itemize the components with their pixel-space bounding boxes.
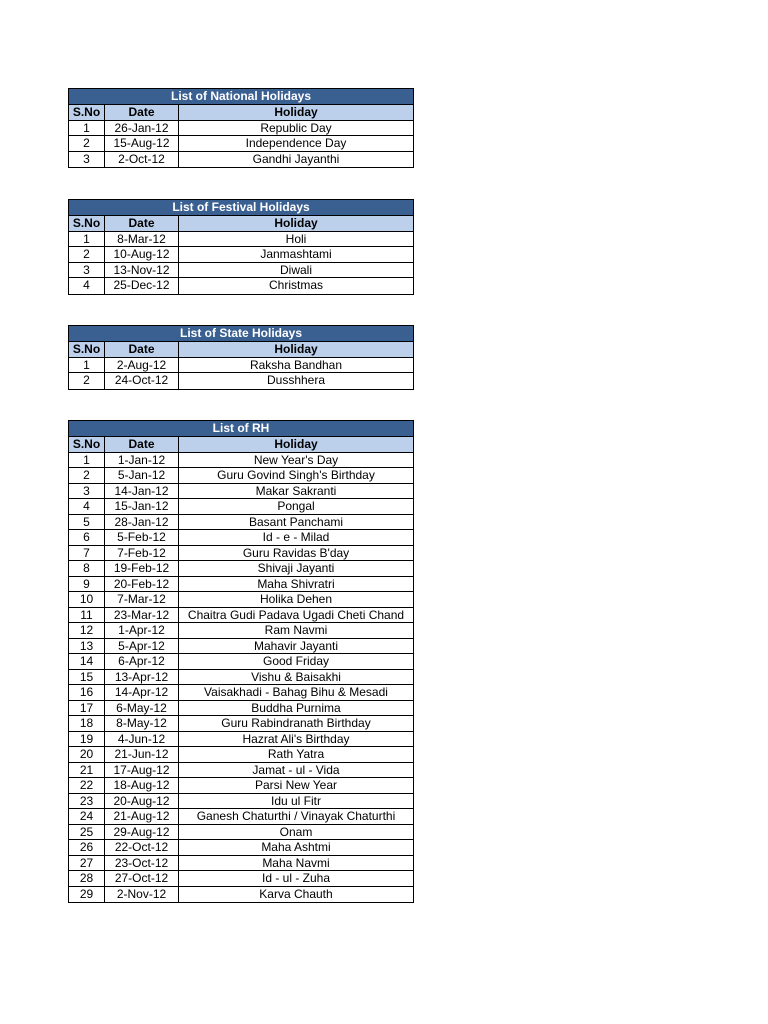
cell-sno: 12 (69, 623, 105, 638)
cell-date: 23-Oct-12 (105, 856, 179, 871)
table-row (69, 871, 413, 887)
table-row (69, 747, 413, 763)
cell-holiday: Shivaji Jayanti (257, 561, 335, 575)
cell-date: 25-Dec-12 (105, 278, 179, 294)
table-row (69, 577, 413, 593)
header-holiday: Holiday (274, 216, 318, 230)
table-row (69, 608, 413, 624)
cell-date: 20-Feb-12 (105, 577, 179, 592)
table-row (69, 530, 413, 546)
table-row (69, 453, 413, 469)
header-sno: S.No (69, 216, 105, 231)
cell-holiday: Hazrat Ali's Birthday (242, 731, 350, 746)
cell-holiday: Parsi New Year (254, 778, 338, 792)
table-row (69, 654, 413, 670)
cell-holiday: Rath Yatra (267, 747, 325, 761)
header-sno: S.No (69, 342, 105, 357)
table-row (69, 232, 413, 248)
table-row (69, 484, 413, 500)
cell-date: 1-Jan-12 (105, 453, 179, 468)
table-row (69, 561, 413, 577)
table-title: List of RH (69, 421, 413, 437)
cell-date: 13-Nov-12 (105, 263, 179, 278)
table-row (69, 685, 413, 701)
rh-holidays-table (68, 420, 414, 903)
table-row (69, 763, 413, 779)
header-date: Date (105, 105, 179, 120)
national-holidays-table (68, 88, 414, 168)
cell-sno: 15 (69, 670, 105, 685)
cell-date: 2-Nov-12 (105, 887, 179, 903)
cell-date: 21-Aug-12 (105, 809, 179, 824)
cell-sno: 16 (69, 685, 105, 700)
cell-sno: 6 (69, 530, 105, 545)
cell-sno: 3 (69, 152, 105, 168)
cell-date: 18-Aug-12 (105, 778, 179, 793)
table-title: List of Festival Holidays (69, 200, 413, 216)
cell-sno: 24 (69, 809, 105, 824)
cell-sno: 28 (69, 871, 105, 886)
table-header-row (69, 105, 413, 121)
cell-sno: 4 (69, 278, 105, 294)
cell-date: 27-Oct-12 (105, 871, 179, 886)
cell-holiday: Vaisakhadi - Bahag Bihu & Mesadi (204, 685, 388, 699)
table-header-row (69, 342, 413, 358)
cell-sno: 1 (69, 358, 105, 373)
header-date: Date (105, 342, 179, 357)
cell-sno: 29 (69, 887, 105, 903)
cell-date: 5-Apr-12 (105, 639, 179, 654)
cell-sno: 2 (69, 468, 105, 483)
cell-holiday: Mahavir Jayanti (253, 638, 339, 653)
cell-holiday: Dusshhera (266, 373, 326, 387)
cell-sno: 8 (69, 561, 105, 576)
cell-holiday: Karva Chauth (259, 886, 333, 901)
table-title: List of State Holidays (69, 326, 413, 342)
cell-holiday: Raksha Bandhan (249, 357, 343, 372)
cell-holiday: Buddha Purnima (251, 700, 341, 715)
cell-holiday: Id - e - Milad (262, 530, 330, 544)
cell-sno: 20 (69, 747, 105, 762)
cell-date: 13-Apr-12 (105, 670, 179, 685)
cell-holiday: Christmas (268, 278, 323, 292)
cell-date: 8-May-12 (105, 716, 179, 731)
cell-holiday: Jamat - ul - Vida (252, 762, 340, 777)
cell-date: 10-Aug-12 (105, 247, 179, 262)
cell-holiday: Republic Day (260, 120, 332, 135)
cell-sno: 21 (69, 763, 105, 778)
cell-holiday: Makar Sakranti (255, 483, 337, 498)
cell-sno: 26 (69, 840, 105, 855)
cell-sno: 18 (69, 716, 105, 731)
cell-sno: 23 (69, 794, 105, 809)
table-row (69, 546, 413, 562)
table-row (69, 592, 413, 608)
table-row (69, 247, 413, 263)
cell-date: 15-Aug-12 (105, 136, 179, 151)
cell-holiday: Onam (279, 824, 313, 839)
cell-date: 2-Aug-12 (105, 358, 179, 373)
cell-sno: 19 (69, 732, 105, 747)
cell-holiday: Holika Dehen (259, 592, 333, 606)
cell-date: 1-Apr-12 (105, 623, 179, 638)
table-row (69, 136, 413, 152)
cell-date: 14-Apr-12 (105, 685, 179, 700)
table-row (69, 732, 413, 748)
cell-date: 8-Mar-12 (105, 232, 179, 247)
table-row (69, 778, 413, 794)
table-title: List of National Holidays (69, 89, 413, 105)
cell-sno: 2 (69, 373, 105, 389)
header-date: Date (105, 216, 179, 231)
cell-holiday: Chaitra Gudi Padava Ugadi Cheti Chand (187, 607, 405, 622)
table-row (69, 825, 413, 841)
cell-sno: 13 (69, 639, 105, 654)
table-row (69, 701, 413, 717)
table-row (69, 716, 413, 732)
cell-date: 5-Jan-12 (105, 468, 179, 483)
cell-sno: 2 (69, 247, 105, 262)
table-row (69, 499, 413, 515)
table-row (69, 840, 413, 856)
table-row (69, 856, 413, 872)
cell-date: 29-Aug-12 (105, 825, 179, 840)
cell-holiday: Independence Day (245, 136, 347, 150)
cell-sno: 3 (69, 263, 105, 278)
cell-sno: 22 (69, 778, 105, 793)
cell-sno: 2 (69, 136, 105, 151)
table-row (69, 121, 413, 137)
table-row (69, 794, 413, 810)
cell-holiday: Maha Shivratri (257, 576, 335, 591)
table-row (69, 152, 413, 168)
cell-holiday: Janmashtami (260, 247, 332, 261)
cell-holiday: Basant Panchami (248, 514, 344, 529)
cell-date: 6-May-12 (105, 701, 179, 716)
table-row (69, 515, 413, 531)
header-holiday: Holiday (274, 105, 318, 119)
table-row (69, 639, 413, 655)
table-row (69, 670, 413, 686)
cell-date: 7-Feb-12 (105, 546, 179, 561)
cell-date: 14-Jan-12 (105, 484, 179, 499)
cell-holiday: New Year's Day (253, 452, 339, 467)
cell-sno: 27 (69, 856, 105, 871)
cell-sno: 14 (69, 654, 105, 669)
table-header-row (69, 437, 413, 453)
header-holiday: Holiday (274, 342, 318, 356)
cell-sno: 4 (69, 499, 105, 514)
cell-date: 2-Oct-12 (105, 152, 179, 168)
table-row (69, 263, 413, 279)
cell-holiday: Ram Navmi (264, 623, 328, 637)
festival-holidays-table (68, 199, 414, 295)
cell-sno: 9 (69, 577, 105, 592)
table-row (69, 358, 413, 374)
cell-holiday: Holi (285, 231, 307, 246)
cell-date: 19-Feb-12 (105, 561, 179, 576)
header-sno: S.No (69, 105, 105, 120)
cell-sno: 10 (69, 592, 105, 607)
cell-holiday: Guru Rabindranath Birthday (221, 716, 371, 730)
cell-date: 6-Apr-12 (105, 654, 179, 669)
cell-holiday: Idu ul Fitr (270, 793, 321, 808)
cell-date: 4-Jun-12 (105, 732, 179, 747)
cell-sno: 17 (69, 701, 105, 716)
cell-holiday: Guru Govind Singh's Birthday (217, 468, 375, 482)
cell-date: 5-Feb-12 (105, 530, 179, 545)
cell-holiday: Vishu & Baisakhi (251, 669, 341, 684)
cell-holiday: Ganesh Chaturthi / Vinayak Chaturthi (196, 809, 396, 823)
cell-date: 24-Oct-12 (105, 373, 179, 389)
cell-date: 15-Jan-12 (105, 499, 179, 514)
cell-sno: 1 (69, 121, 105, 136)
cell-holiday: Good Friday (262, 654, 330, 668)
cell-sno: 11 (69, 608, 105, 623)
table-row (69, 887, 413, 903)
cell-date: 26-Jan-12 (105, 121, 179, 136)
state-holidays-table (68, 325, 414, 390)
cell-date: 20-Aug-12 (105, 794, 179, 809)
table-row (69, 809, 413, 825)
cell-sno: 1 (69, 453, 105, 468)
cell-date: 21-Jun-12 (105, 747, 179, 762)
table-row (69, 373, 413, 389)
cell-sno: 5 (69, 515, 105, 530)
cell-sno: 3 (69, 484, 105, 499)
header-sno: S.No (69, 437, 105, 452)
header-holiday: Holiday (274, 437, 318, 451)
header-date: Date (105, 437, 179, 452)
cell-date: 17-Aug-12 (105, 763, 179, 778)
cell-holiday: Pongal (277, 499, 315, 513)
cell-holiday: Guru Ravidas B'day (242, 545, 350, 560)
cell-holiday: Maha Navmi (262, 855, 330, 870)
cell-holiday: Diwali (279, 262, 312, 277)
cell-date: 7-Mar-12 (105, 592, 179, 607)
cell-sno: 1 (69, 232, 105, 247)
cell-sno: 7 (69, 546, 105, 561)
table-header-row (69, 216, 413, 232)
cell-holiday: Gandhi Jayanthi (252, 151, 340, 166)
table-row (69, 468, 413, 484)
table-row (69, 623, 413, 639)
cell-holiday: Maha Ashtmi (261, 840, 331, 854)
cell-sno: 25 (69, 825, 105, 840)
cell-date: 23-Mar-12 (105, 608, 179, 623)
cell-date: 22-Oct-12 (105, 840, 179, 855)
cell-date: 28-Jan-12 (105, 515, 179, 530)
table-row (69, 278, 413, 294)
cell-holiday: Id - ul - Zuha (261, 871, 331, 885)
